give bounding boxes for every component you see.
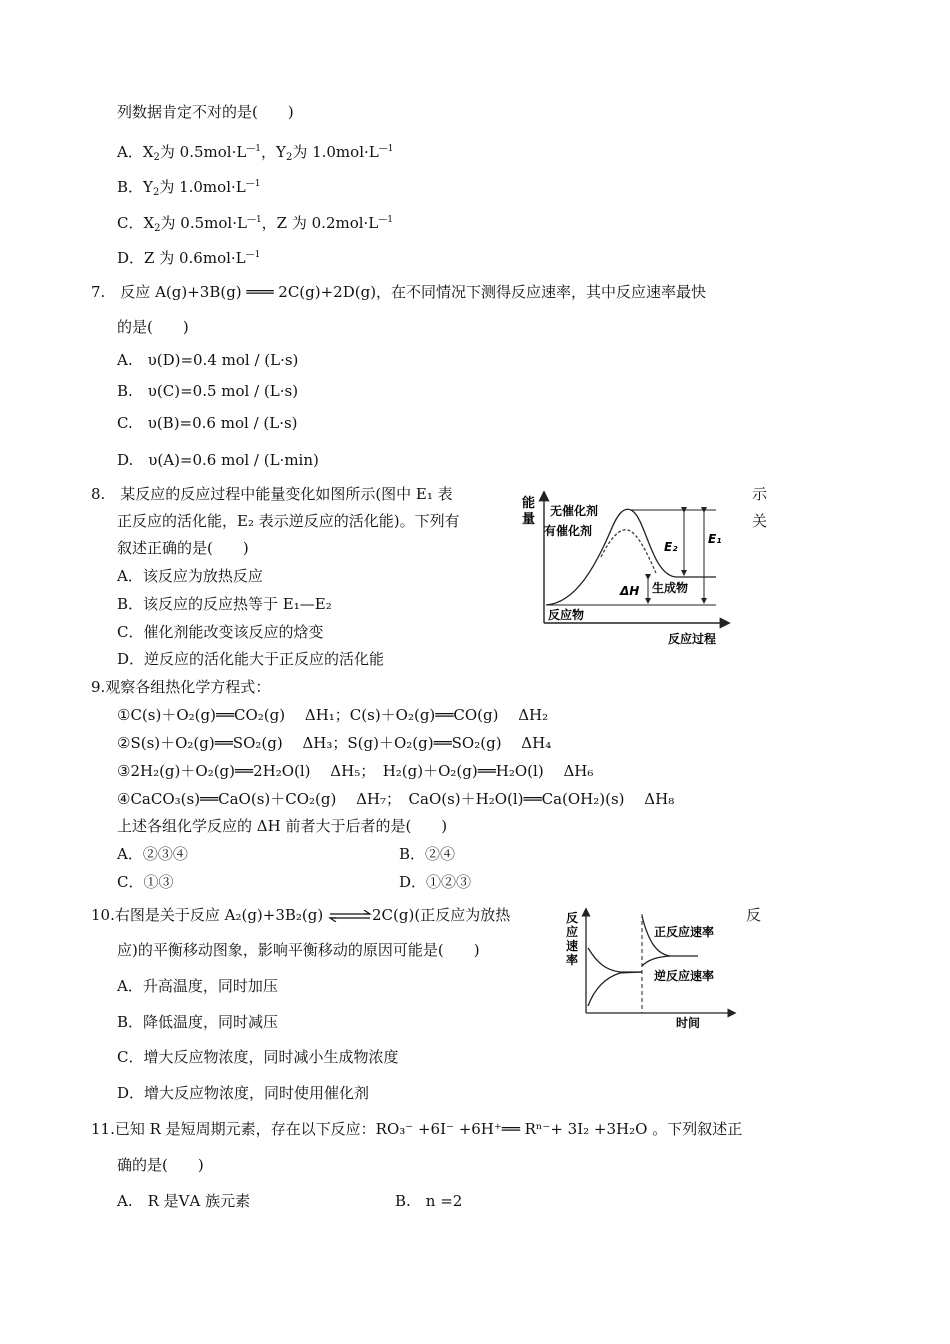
q9-option-d: D．①②③: [399, 873, 472, 891]
q10-stem-line1: 10.右图是关于反应 A₂(g)+3B₂(g) 2C(g)(正反应为放热: [91, 906, 511, 924]
q6-option-a: A．$X_2$为 $0.5mol\cdot L^{—1}$，$Y_2$为 $1.0mol\cdot L^{—1}$: [117, 143, 394, 163]
q11-option-b: B. n =2: [395, 1192, 463, 1210]
q9-reaction-1: ①C(s)＋O₂(g)══CO₂(g) ΔH₁；C(s)＋O₂(g)══CO(g) ΔH₂: [117, 706, 549, 724]
q11-stem-line1: 11.已知 R 是短周期元素，存在以下反应：RO₃⁻ +6I⁻ +6H⁺══ Rⁿ⁻+ 3I₂ +3H₂O 。下列叙述正: [91, 1120, 743, 1138]
rate-x-label: 时间: [676, 1016, 701, 1030]
label-delta-h: ΔH: [620, 584, 640, 598]
q10-option-b: B．降低温度，同时减压: [117, 1013, 279, 1031]
q10-option-a: A．升高温度，同时加压: [117, 977, 278, 995]
reverse-rate-after-curve: [642, 956, 670, 966]
q6-stem: 列数据肯定不对的是( ): [117, 103, 294, 121]
q9-title: 9.观察各组热化学方程式：: [91, 678, 271, 696]
q8-option-b: B．该反应的反应热等于 E₁—E₂: [117, 595, 332, 613]
q9-option-b: B．②④: [399, 845, 456, 863]
q9-reaction-2: ②S(s)＋O₂(g)══SO₂(g) ΔH₃；S(g)＋O₂(g)══SO₂(g) ΔH₄: [117, 734, 552, 752]
q6-option-b: B．$Y_2$为 $1.0mol\cdot L^{—1}$: [117, 178, 261, 198]
q10-option-d: D．增大反应物浓度，同时使用催化剂: [117, 1084, 370, 1102]
energy-y-label-2: 量: [522, 512, 536, 527]
q8-stem-line2: 正反应的活化能，E₂ 表示逆反应的活化能)。下列有: [117, 512, 460, 530]
label-product: 生成物: [652, 581, 689, 595]
equilibrium-arrows-icon: [328, 910, 372, 922]
q6-option-c: C．$X_2$为 $0.5mol\cdot L^{—1}$，Z 为 $0.2mol\cdot L^{—1}$: [117, 214, 394, 234]
label-e1: E₁: [708, 532, 722, 546]
energy-x-label: 反应过程: [668, 632, 717, 646]
rate-time-diagram: [562, 906, 742, 1032]
q8-option-a: A．该反应为放热反应: [117, 567, 263, 585]
energy-diagram: [516, 485, 738, 650]
q7-option-d: D. υ(A)=0.6 mol / (L·min): [117, 451, 319, 469]
q7-stem-line2: 的是( ): [117, 318, 189, 336]
rate-y-label-1: 反: [566, 911, 579, 925]
q8-stem-line3: 叙述正确的是( ): [117, 539, 249, 557]
catalyzed-curve: [601, 530, 656, 573]
q9-reaction-3: ③2H₂(g)＋O₂(g)══2H₂O(l) ΔH₅； H₂(g)＋O₂(g)══H₂O(l) ΔH₆: [117, 762, 594, 780]
label-reactant: 反应物: [548, 608, 585, 622]
q9-option-c: C．①③: [117, 873, 174, 891]
q9-question: 上述各组化学反应的 ΔH 前者大于后者的是( ): [117, 817, 448, 835]
q11-option-a: A. R 是ⅤA 族元素: [117, 1192, 251, 1210]
q9-reaction-4: ④CaCO₃(s)══CaO(s)＋CO₂(g) ΔH₇； CaO(s)＋H₂O(l)══Ca(OH₂)(s) ΔH₈: [117, 790, 675, 808]
q6-option-d: D．Z 为 $0.6mol\cdot L^{—1}$: [117, 249, 261, 267]
q10-stem-line1-tail: 反: [746, 906, 762, 924]
reverse-rate-initial-curve: [588, 972, 642, 1006]
rate-y-label-3: 速: [566, 939, 579, 953]
q8-stem-line1: 8. 某反应的反应过程中能量变化如图所示(图中 E₁ 表: [91, 485, 453, 503]
label-with-catalyst: 有催化剂: [544, 524, 593, 538]
rate-y-label-4: 率: [566, 953, 579, 967]
q7-option-a: A. υ(D)=0.4 mol / (L·s): [117, 351, 299, 369]
label-reverse-rate: 逆反应速率: [654, 969, 715, 983]
energy-y-label-1: 能: [522, 496, 536, 511]
q11-stem-line2: 确的是( ): [117, 1156, 204, 1174]
label-e2: E₂: [664, 540, 678, 554]
q9-option-a: A．②③④: [117, 845, 188, 863]
q10-option-c: C．增大反应物浓度，同时减小生成物浓度: [117, 1048, 399, 1066]
q7-option-b: B. υ(C)=0.5 mol / (L·s): [117, 382, 299, 400]
rate-y-label-2: 应: [566, 925, 579, 939]
q10-stem-line2: 应)的平衡移动图象，影响平衡移动的原因可能是( ): [117, 941, 480, 959]
q8-stem-line2-tail: 关: [752, 512, 768, 530]
q7-option-c: C. υ(B)=0.6 mol / (L·s): [117, 414, 298, 432]
q8-option-d: D．逆反应的活化能大于正反应的活化能: [117, 650, 385, 668]
q8-stem-line1-tail: 示: [752, 485, 768, 503]
label-forward-rate: 正反应速率: [654, 925, 715, 939]
q8-option-c: C．催化剂能改变该反应的焓变: [117, 623, 324, 641]
forward-rate-initial-curve: [588, 948, 642, 972]
label-no-catalyst: 无催化剂: [550, 504, 599, 518]
q7-stem-line1: 7. 反应 A(g)+3B(g) ═══ 2C(g)+2D(g)，在不同情况下测得反应速率，其中反应速率最快: [91, 283, 707, 301]
